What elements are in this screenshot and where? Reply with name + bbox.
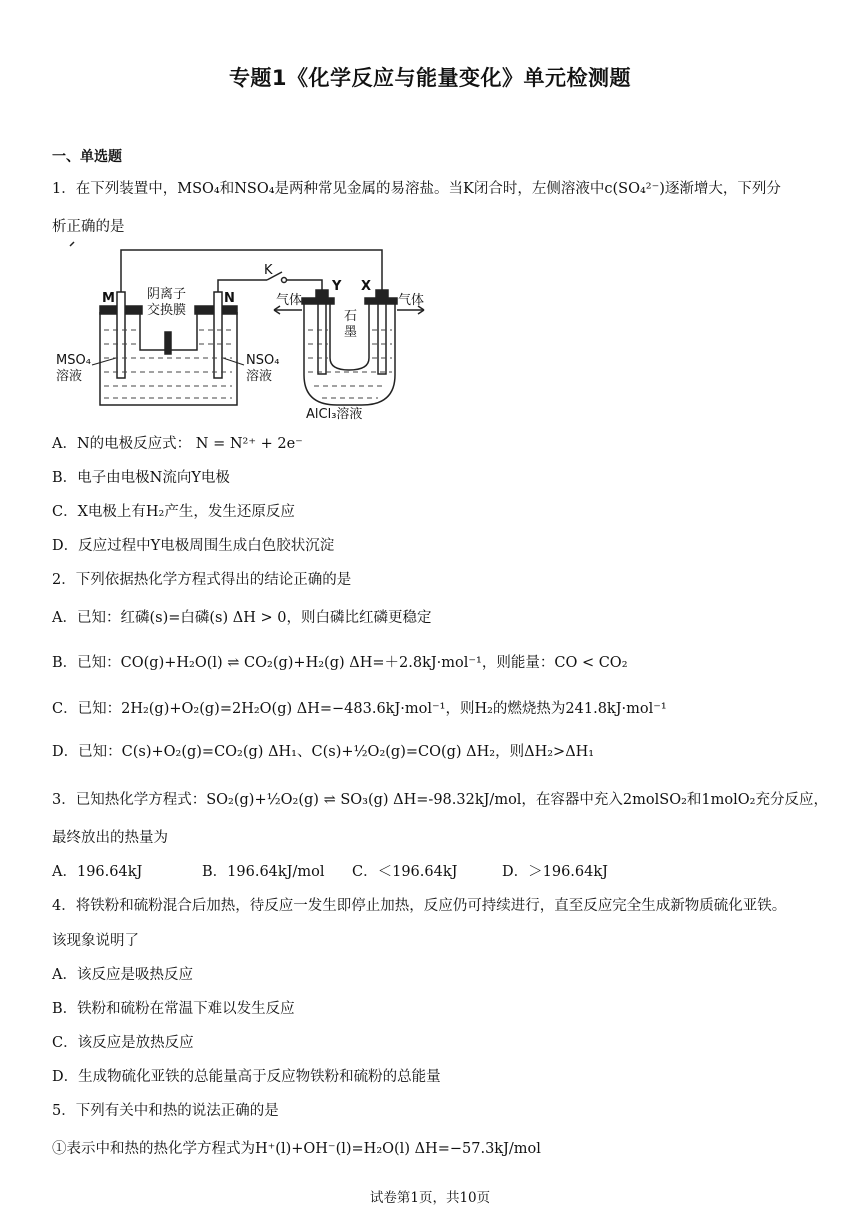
label-nso4-line2: 溶液 xyxy=(246,369,273,384)
electrochemistry-apparatus-figure xyxy=(52,240,452,420)
q2-option-b: B．已知：CO(g)+H₂O(l) ⇌ CO₂(g)+H₂(g) ΔH=＋2.8kJ·mol⁻¹，则能量：CO < CO₂ xyxy=(52,655,628,671)
q2-option-d: D．已知：C(s)+O₂(g)=CO₂(g) ΔH₁、C(s)+½O₂(g)=CO(g) ΔH₂，则ΔH₂>ΔH₁ xyxy=(52,744,595,760)
q1-option-c: C．X电极上有H₂产生，发生还原反应 xyxy=(52,504,295,520)
label-mso4-line2: 溶液 xyxy=(56,369,83,384)
label-K: K xyxy=(264,263,273,278)
q2-option-a: A．已知：红磷(s)=白磷(s) ΔH > 0，则白磷比红磷更稳定 xyxy=(52,610,432,626)
q2-option-c: C．已知：2H₂(g)+O₂(g)=2H₂O(g) ΔH=−483.6kJ·mol⁻¹，则H₂的燃烧热为241.8kJ·mol⁻¹ xyxy=(52,701,667,717)
q5-stem: 5．下列有关中和热的说法正确的是 xyxy=(52,1103,279,1119)
q2-stem: 2．下列依据热化学方程式得出的结论正确的是 xyxy=(52,572,352,588)
q3-options xyxy=(52,860,608,881)
q1-option-d: D．反应过程中Y电极周围生成白色胶状沉淀 xyxy=(52,538,335,554)
label-Y: Y xyxy=(332,279,342,294)
label-nso4-line1b: NSO₄ xyxy=(246,353,280,368)
label-N: N xyxy=(224,291,235,306)
label-M: M xyxy=(102,291,115,306)
q3-option-d: D．＞196.64kJ xyxy=(502,864,608,880)
q3-stem-line2: 最终放出的热量为 xyxy=(52,830,168,846)
q4-stem-line2: 该现象说明了 xyxy=(52,933,139,949)
q3-option-c: C．＜196.64kJ xyxy=(352,864,458,880)
page-footer: 试卷第1页，共10页 xyxy=(369,1190,491,1206)
q4-option-c: C．该反应是放热反应 xyxy=(52,1035,194,1051)
label-membrane-line2: 交换膜 xyxy=(147,303,187,318)
q4-option-d: D．生成物硫化亚铁的总能量高于反应物铁粉和硫粉的总能量 xyxy=(52,1069,441,1085)
q3-option-b: B．196.64kJ/mol xyxy=(202,864,325,880)
label-graphite-line1: 石 xyxy=(344,309,358,324)
q4-option-b: B．铁粉和硫粉在常温下难以发生反应 xyxy=(52,1001,295,1017)
q1-option-b: B．电子由电极N流向Y电极 xyxy=(52,470,230,486)
q1-option-a: A．N的电极反应式： N = N²⁺ + 2e⁻ xyxy=(52,436,303,452)
label-mso4-line1: MSO₄ xyxy=(56,353,91,368)
label-graphite-line2: 墨 xyxy=(344,325,358,340)
document-title: 专题1《化学反应与能量变化》单元检测题 xyxy=(228,66,632,90)
label-membrane-line1: 阴离子 xyxy=(147,287,187,302)
section-heading: 一、单选题 xyxy=(52,149,122,165)
q3-stem-line1: 3．已知热化学方程式：SO₂(g)+½O₂(g) ⇌ SO₃(g) ΔH=-98.32kJ/mol，在容器中充入2molSO₂和1molO₂充分反应， xyxy=(52,792,828,808)
label-gas-right: 气体 xyxy=(398,293,425,308)
label-alcl3-solution: AlCl₃溶液 xyxy=(306,407,363,420)
q4-stem-line1: 4．将铁粉和硫粉混合后加热，待反应一发生即停止加热，反应仍可持续进行，直至反应完全生成新物质硫化亚铁。 xyxy=(52,898,787,914)
q1-stem-line2: 析正确的是 xyxy=(52,219,125,235)
q4-option-a: A．该反应是吸热反应 xyxy=(52,967,193,983)
label-X: X xyxy=(361,279,372,294)
q3-option-a: A．196.64kJ xyxy=(52,864,143,880)
q5-item-1: ①表示中和热的热化学方程式为H⁺(l)+OH⁻(l)=H₂O(l) ΔH=−57.3kJ/mol xyxy=(52,1141,541,1157)
label-gas-left: 气体 xyxy=(276,293,303,308)
q1-stem-line1: 1．在下列装置中，MSO₄和NSO₄是两种常见金属的易溶盐。当K闭合时，左侧溶液中c(SO₄²⁻)逐渐增大，下列分 xyxy=(52,181,781,197)
